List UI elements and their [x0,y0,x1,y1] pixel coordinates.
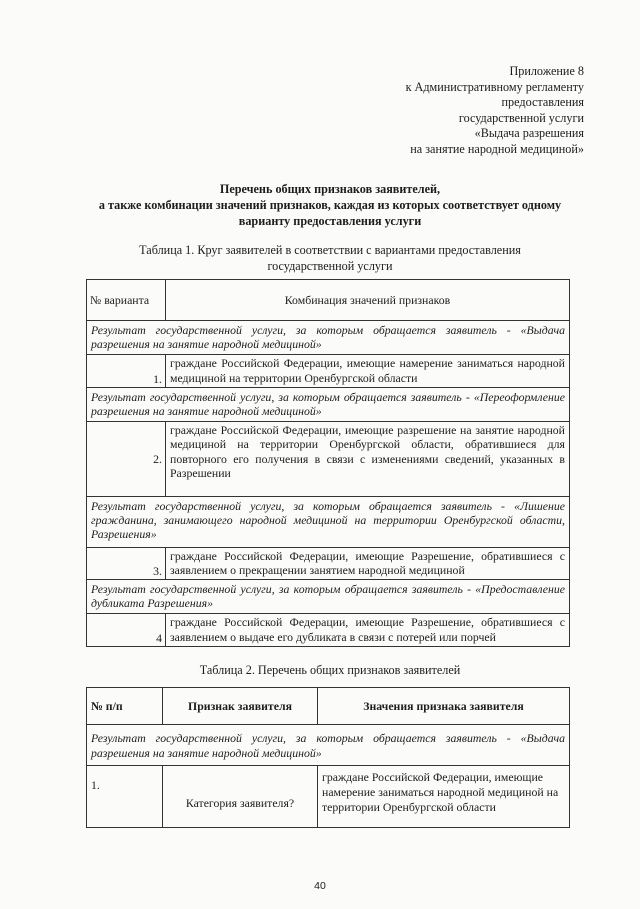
appendix-line: государственной услуги [458,110,584,125]
header-variant-number: № варианта [87,280,166,321]
section-row [87,497,570,548]
variant-description: граждане Российской Федерации, имеющие Разрешение, обратившиеся с заявлением о прекращении занятием народной медициной [166,547,570,579]
table-row [87,766,570,828]
appendix-line: предоставления [501,95,584,110]
variant-description: граждане Российской Федерации, имеющие Разрешение, обратившиеся с заявлением о выдаче его дубликата в связи с потерей или порчей [166,614,570,646]
section-title: Результат государственной услуги, за которым обращается заявитель - «Выдача разрешения на занятие народной медициной» [87,321,570,355]
header-attribute-values: Значения признака заявителя [318,688,570,725]
table-row [87,422,570,497]
variant-number: 4 [87,614,166,646]
page-number: 40 [314,880,326,892]
header-item-number: № п/п [87,688,163,725]
section-row [87,387,570,421]
variant-number: 3. [87,547,166,579]
variant-number: 1. [87,355,166,387]
attribute-value: граждане Российской Федерации, имеющие намерение заниматься народной медициной на территории Оренбургской области [318,766,570,828]
table-header-row [87,280,570,321]
appendix-line: на занятие народной медициной» [410,141,584,156]
table-row [87,547,570,579]
variant-description: граждане Российской Федерации, имеющие намерение заниматься народной медициной на территории Оренбургской области [166,355,570,387]
document-heading [70,181,590,229]
section-title: Результат государственной услуги, за которым обращается заявитель - «Лишение гражданина, занимающего народной медициной на территории Оренбургской области, Разрешения» [87,497,570,548]
variant-description: граждане Российской Федерации, имеющие разрешение на занятие народной медициной на территории Оренбургской области, обратившиеся для повторного его получения в связи с изменениями сведений, указанных в Разрешении [166,422,570,497]
heading-line: Перечень общих признаков заявителей, [219,182,441,196]
section-row [87,321,570,355]
table1-caption [120,242,540,274]
header-attribute: Признак заявителя [163,688,318,725]
variant-number: 2. [87,422,166,497]
section-title: Результат государственной услуги, за которым обращается заявитель - «Предоставление дубликата Разрешения» [87,580,570,614]
heading-line: варианту предоставления услуги [238,214,422,228]
table-row [87,355,570,387]
header-combination: Комбинация значений признаков [166,280,570,321]
appendix-line: «Выдача разрешения [474,126,584,141]
applicants-variants-table [86,279,570,647]
attribute-name: Категория заявителя? [163,766,318,828]
heading-line: а также комбинации значений признаков, каждая из которых соответствует одному [98,198,562,212]
section-title: Результат государственной услуги, за которым обращается заявитель - «Выдача разрешения на занятие народной медициной» [87,725,570,766]
caption-line: государственной услуги [267,259,393,273]
table-row [87,614,570,646]
section-title: Результат государственной услуги, за которым обращается заявитель - «Переоформление разрешения на занятие народной медициной» [87,387,570,421]
caption-line: Таблица 1. Круг заявителей в соответствии с вариантами предоставления [139,243,521,257]
common-attributes-table [86,687,570,828]
appendix-line: Приложение 8 [509,64,584,78]
item-number: 1. [87,766,163,828]
section-row [87,580,570,614]
table-header-row [87,688,570,725]
section-row [87,725,570,766]
table2-caption: Таблица 2. Перечень общих признаков заявителей [199,663,461,677]
appendix-line: к Административному регламенту [405,79,584,94]
appendix-reference [406,64,584,158]
